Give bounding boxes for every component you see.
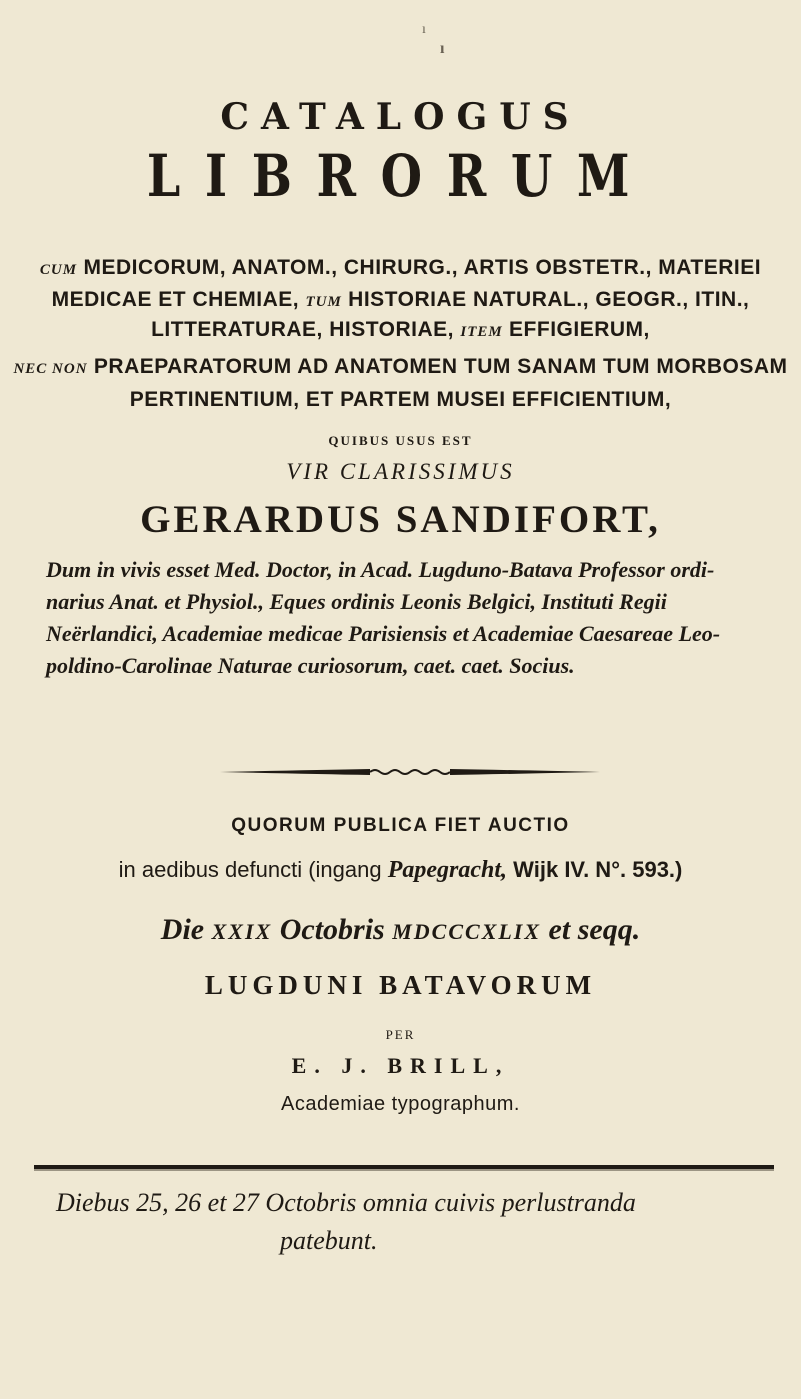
subjects-line-4-text: PRAEPARATORUM AD ANATOMEN TUM SANAM TUM MORBOSAM [93, 355, 788, 378]
subjects-line-2-a: MEDICAE ET CHEMIAE, [51, 288, 300, 311]
ornamental-rule [220, 767, 600, 777]
subjects-nec-non: NEC NON [13, 361, 88, 377]
auction-date [0, 913, 801, 947]
subjects-line-3 [0, 318, 801, 342]
blackletter-heading: LIBRORUM [146, 142, 655, 210]
catalog-title: CATALOGUS [220, 96, 581, 138]
subjects-line-4 [0, 355, 801, 379]
subjects-line-2 [0, 288, 801, 312]
footer-viewing-notice-end: patebunt. [280, 1226, 378, 1255]
bio-line: Neërlandici, Academiae medicae Parisiensis et Academiae Caesareae Leo- [46, 621, 721, 646]
date-year: MDCCCXLIX [392, 919, 542, 944]
bio-line: Dum in vivis esset Med. Doctor, in Acad. Lugduno-Batava Professor ordi- [46, 557, 715, 582]
location-address: Wijk IV. N°. 593.) [513, 857, 683, 882]
quibus-usus-est: QUIBUS USUS EST [328, 433, 473, 448]
subjects-line-1 [0, 256, 801, 280]
location-text: in aedibus defuncti (ingang [118, 857, 382, 882]
imprint-printer: E. J. BRILL, [291, 1053, 510, 1078]
footer-rule [34, 1165, 774, 1171]
date-seqq: et seqq. [548, 913, 641, 946]
subjects-tum: TUM [305, 294, 342, 310]
subjects-line-1-text: MEDICORUM, ANATOM., CHIRURG., ARTIS OBSTETR., MATERIEI [83, 256, 762, 279]
subjects-line-2-b: HISTORIAE NATURAL., GEOGR., ITIN., [348, 288, 750, 311]
subjects-line-5: PERTINENTIUM, ET PARTEM MUSEI EFFICIENTIUM, [129, 388, 672, 411]
bio-line: narius Anat. et Physiol., Eques ordinis Leonis Belgici, Instituti Regii [46, 589, 667, 614]
stray-mark: ı [422, 22, 426, 37]
imprint-role: Academiae typographum. [281, 1093, 520, 1115]
imprint-per: PER [385, 1027, 416, 1042]
subjects-item: ITEM [460, 324, 503, 340]
owner-name: GERARDUS SANDIFORT, [140, 498, 661, 541]
bio-line: poldino-Carolinae Naturae curiosorum, caet. caet. Socius. [46, 653, 575, 678]
date-die: Die [160, 913, 205, 946]
subjects-cum: CUM [39, 262, 78, 278]
auction-location [0, 857, 801, 884]
subjects-line-3-b: EFFIGIERUM, [509, 318, 650, 341]
street-name: Papegracht, [387, 857, 508, 883]
auction-heading: QUORUM PUBLICA FIET AUCTIO [231, 815, 570, 836]
subjects-line-3-a: LITTERATURAE, HISTORIAE, [151, 318, 455, 341]
date-day: XXIX [211, 919, 273, 944]
stray-mark: ı [440, 40, 445, 57]
footer-viewing-notice: Diebus 25, 26 et 27 Octobris omnia cuivis perlustranda [56, 1188, 636, 1217]
imprint-city: LUGDUNI BATAVORUM [204, 970, 597, 1000]
date-month: Octobris [279, 913, 385, 946]
vir-clarissimus: VIR CLARISSIMUS [286, 459, 515, 484]
